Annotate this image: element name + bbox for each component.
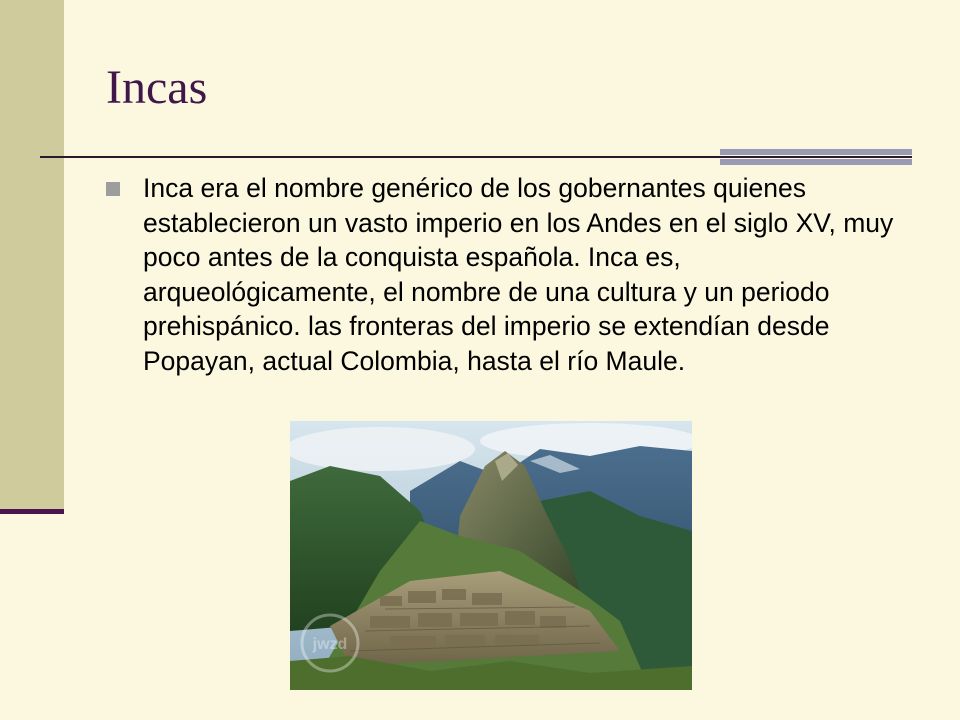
slide-title: Incas <box>106 61 208 114</box>
title-accent-rule-bottom <box>720 159 912 165</box>
left-decor-underline <box>0 509 64 514</box>
title-divider <box>40 156 912 158</box>
left-decor-bar <box>0 0 64 511</box>
title-accent-rule-top <box>720 149 912 155</box>
machu-picchu-photo <box>290 421 692 690</box>
photo-watermark: jwzd <box>312 636 348 653</box>
bullet-square-icon <box>106 182 120 196</box>
bullet-text: Inca era el nombre genérico de los gobernantes quienes establecieron un vasto imperio en los Andes en el siglo XV, muy poco antes de la conquista española. Inca es, arqueológicamente, el nombre de una cultura y un periodo prehispánico. las fronteras del imperio se extendían desde Popayan, actual Colombia, hasta el río Maule. <box>143 173 894 376</box>
